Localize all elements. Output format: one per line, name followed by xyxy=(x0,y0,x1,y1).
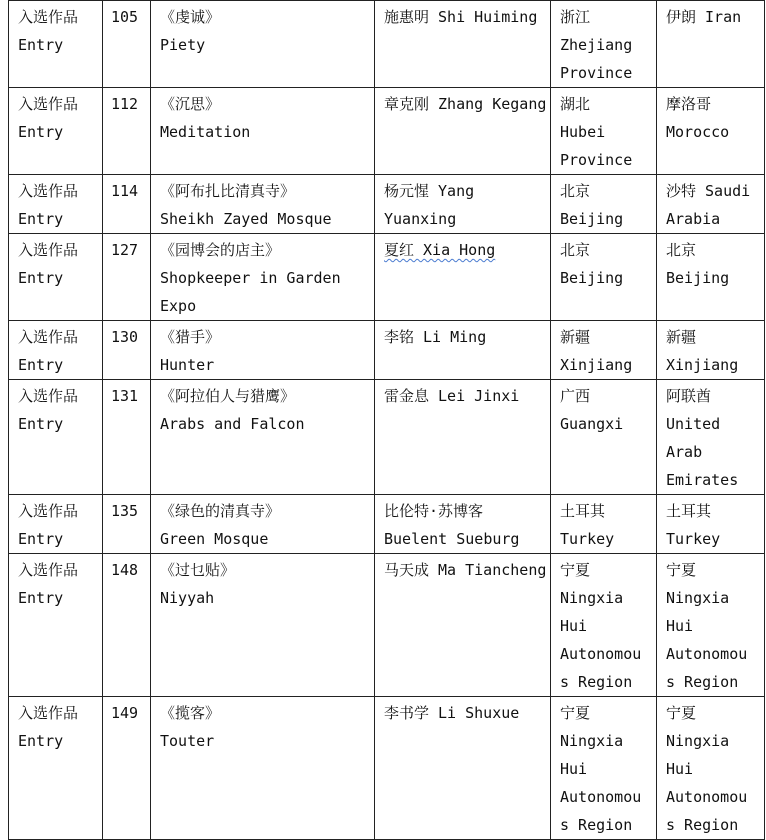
title-cell: 《虔诚》 Piety xyxy=(151,1,375,88)
author-cell: 李书学 Li Shuxue xyxy=(375,697,551,840)
number-cell: 105 xyxy=(103,1,151,88)
country-cell: 宁夏 Ningxia Hui Autonomou s Region xyxy=(657,697,765,840)
number-cell: 148 xyxy=(103,554,151,697)
title-cell: 《阿布扎比清真寺》 Sheikh Zayed Mosque xyxy=(151,175,375,234)
title-cell: 《沉思》 Meditation xyxy=(151,88,375,175)
author-cell: 杨元惺 Yang Yuanxing xyxy=(375,175,551,234)
author-cell: 李铭 Li Ming xyxy=(375,321,551,380)
author-cell: 雷金息 Lei Jinxi xyxy=(375,380,551,495)
category-cell: 入选作品 Entry xyxy=(9,234,103,321)
table-row xyxy=(9,1,765,88)
author-cell: 马天成 Ma Tiancheng xyxy=(375,554,551,697)
country-cell: 阿联酋 United Arab Emirates xyxy=(657,380,765,495)
region-cell: 土耳其 Turkey xyxy=(551,495,657,554)
number-cell: 149 xyxy=(103,697,151,840)
region-cell: 北京 Beijing xyxy=(551,175,657,234)
number-cell: 135 xyxy=(103,495,151,554)
author-cell: 章克刚 Zhang Kegang xyxy=(375,88,551,175)
category-cell: 入选作品 Entry xyxy=(9,380,103,495)
country-cell: 摩洛哥 Morocco xyxy=(657,88,765,175)
title-cell: 《绿色的清真寺》 Green Mosque xyxy=(151,495,375,554)
category-cell: 入选作品 Entry xyxy=(9,88,103,175)
author-cell: 施惠明 Shi Huiming xyxy=(375,1,551,88)
number-cell: 114 xyxy=(103,175,151,234)
country-cell: 沙特 Saudi Arabia xyxy=(657,175,765,234)
category-cell: 入选作品 Entry xyxy=(9,175,103,234)
table-row xyxy=(9,321,765,380)
number-cell: 127 xyxy=(103,234,151,321)
table-row xyxy=(9,554,765,697)
table-row xyxy=(9,234,765,321)
category-cell: 入选作品 Entry xyxy=(9,321,103,380)
number-cell: 130 xyxy=(103,321,151,380)
title-cell: 《阿拉伯人与猎鹰》 Arabs and Falcon xyxy=(151,380,375,495)
region-cell: 浙江 Zhejiang Province xyxy=(551,1,657,88)
title-cell: 《揽客》 Touter xyxy=(151,697,375,840)
category-cell: 入选作品 Entry xyxy=(9,1,103,88)
country-cell: 土耳其 Turkey xyxy=(657,495,765,554)
region-cell: 广西 Guangxi xyxy=(551,380,657,495)
table-row xyxy=(9,88,765,175)
region-cell: 宁夏 Ningxia Hui Autonomou s Region xyxy=(551,554,657,697)
category-cell: 入选作品 Entry xyxy=(9,554,103,697)
table-row xyxy=(9,175,765,234)
number-cell: 112 xyxy=(103,88,151,175)
region-cell: 北京 Beijing xyxy=(551,234,657,321)
country-cell: 北京 Beijing xyxy=(657,234,765,321)
country-cell: 新疆 Xinjiang xyxy=(657,321,765,380)
number-cell: 131 xyxy=(103,380,151,495)
country-cell: 宁夏 Ningxia Hui Autonomou s Region xyxy=(657,554,765,697)
author-cell: 比伦特·苏博客 Buelent Sueburg xyxy=(375,495,551,554)
entries-table xyxy=(8,0,765,840)
title-cell: 《园博会的店主》 Shopkeeper in Garden Expo xyxy=(151,234,375,321)
table-row xyxy=(9,697,765,840)
table-row xyxy=(9,380,765,495)
region-cell: 湖北 Hubei Province xyxy=(551,88,657,175)
title-cell: 《过乜贴》 Niyyah xyxy=(151,554,375,697)
category-cell: 入选作品 Entry xyxy=(9,495,103,554)
country-cell: 伊朗 Iran xyxy=(657,1,765,88)
region-cell: 宁夏 Ningxia Hui Autonomou s Region xyxy=(551,697,657,840)
table-row xyxy=(9,495,765,554)
author-cell: 夏红 Xia Hong xyxy=(375,234,551,321)
entries-table-body xyxy=(9,1,765,840)
region-cell: 新疆 Xinjiang xyxy=(551,321,657,380)
category-cell: 入选作品 Entry xyxy=(9,697,103,840)
title-cell: 《猎手》 Hunter xyxy=(151,321,375,380)
